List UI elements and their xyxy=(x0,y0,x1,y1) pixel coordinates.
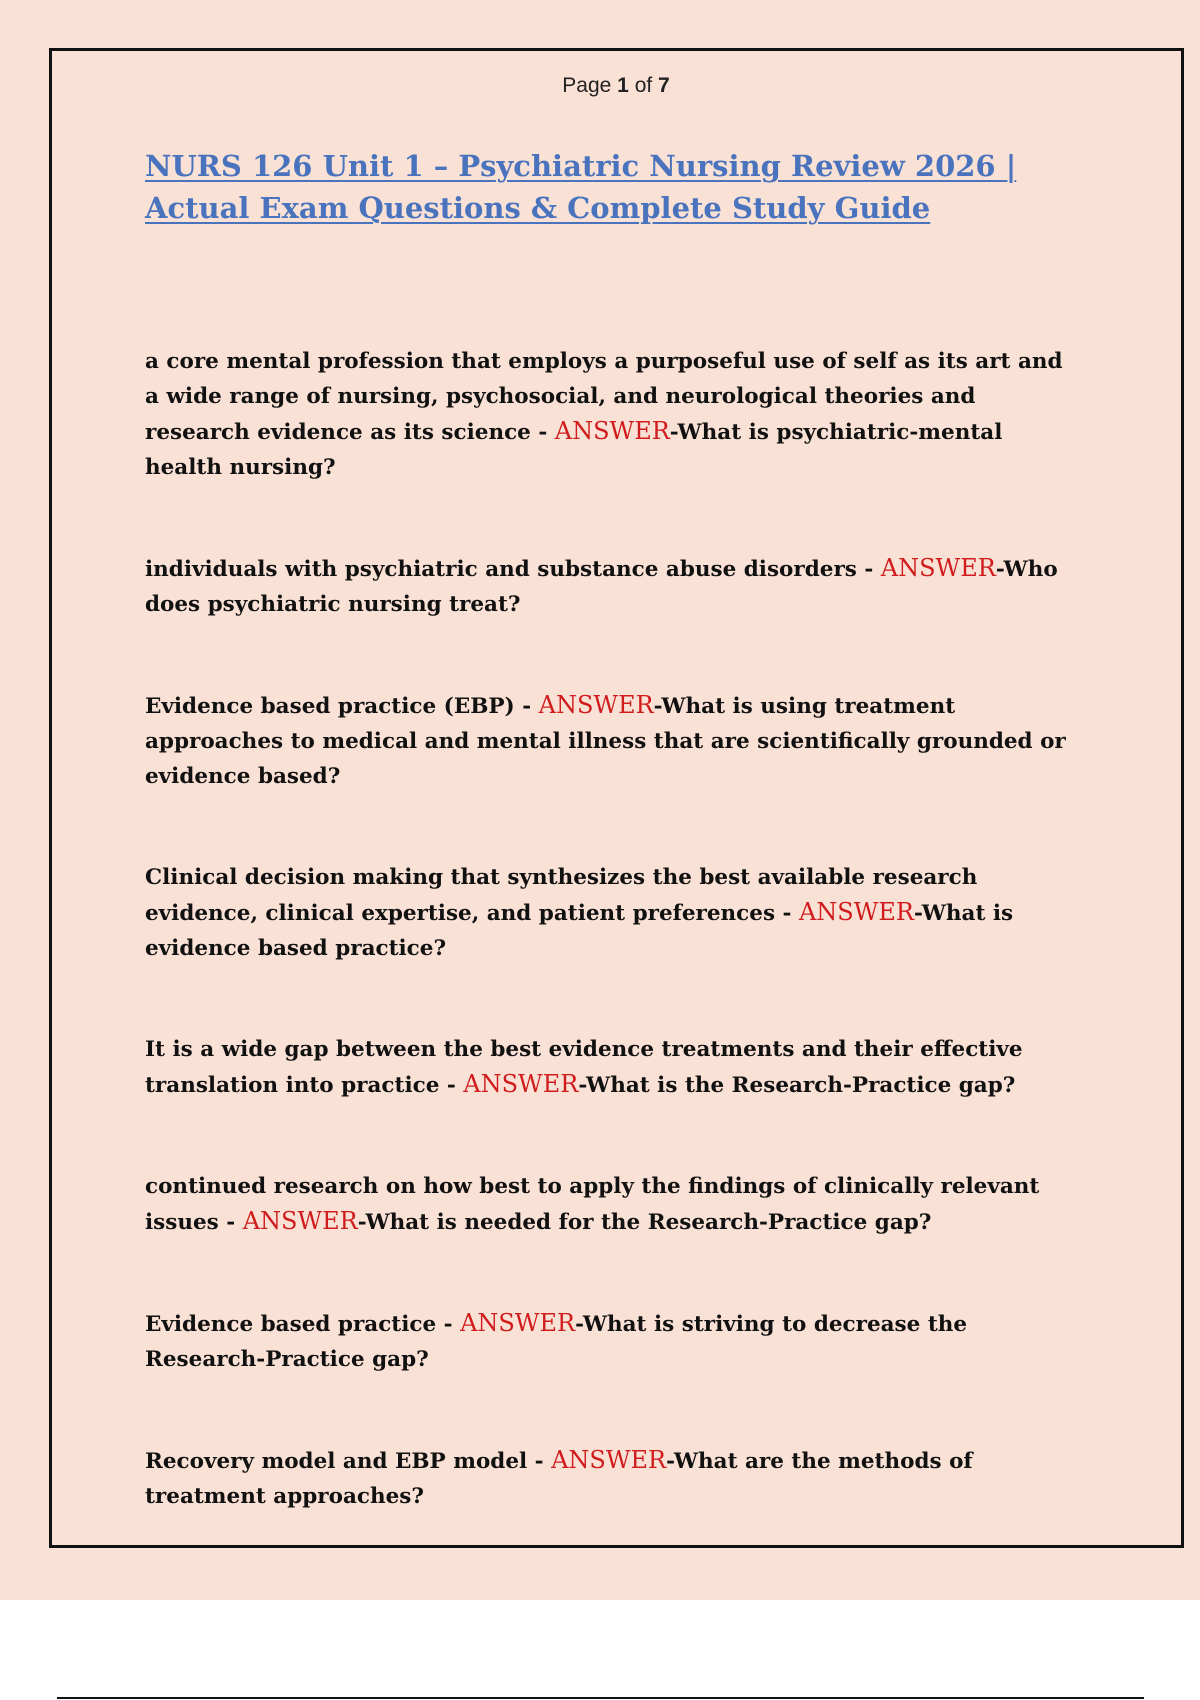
answer-label: ANSWER xyxy=(242,1207,358,1235)
qa-question: -Who does psychiatric nursing treat? xyxy=(145,557,1058,617)
qa-lead: Evidence based practice (EBP) - xyxy=(145,694,539,719)
qa-question: -What are the methods of treatment approaches? xyxy=(145,1449,973,1509)
current-page-number: 1 xyxy=(617,74,629,97)
qa-question: -What is psychiatric-mental health nursing? xyxy=(145,420,1003,480)
page-indicator xyxy=(0,74,1200,98)
qa-question: -What is evidence based practice? xyxy=(145,901,1014,961)
qa-lead: It is a wide gap between the best evidence treatments and their effective translation into practice - xyxy=(145,1037,1023,1098)
qa-question: -What is needed for the Research-Practice gap? xyxy=(357,1210,932,1235)
qa-question: -What is using treatment approaches to medical and mental illness that are scientifically grounded or evidence based? xyxy=(145,694,1066,789)
qa-lead: a core mental profession that employs a purposeful use of self as its art and a wide range of nursing, psychosocial, and neurological theories and research evidence as its science - xyxy=(145,349,1063,445)
qa-item xyxy=(145,688,1080,794)
qa-list xyxy=(145,344,1080,1580)
answer-label: ANSWER xyxy=(538,691,654,719)
answer-label: ANSWER xyxy=(460,1309,576,1337)
qa-item xyxy=(145,344,1080,485)
qa-lead: Recovery model and EBP model - xyxy=(145,1449,552,1474)
qa-lead: Evidence based practice - xyxy=(145,1312,461,1337)
qa-lead: continued research on how best to apply the findings of clinically relevant issues - xyxy=(145,1174,1040,1235)
page-of-label: of xyxy=(634,74,653,97)
qa-lead: Clinical decision making that synthesizes the best available research evidence, clinical expertise, and patient preferences - xyxy=(145,865,978,926)
answer-label: ANSWER xyxy=(798,898,914,926)
qa-item xyxy=(145,860,1080,966)
qa-item xyxy=(145,1306,1080,1377)
qa-item xyxy=(145,1032,1080,1103)
qa-item xyxy=(145,1443,1080,1514)
qa-item xyxy=(145,551,1080,622)
qa-question: -What is the Research-Practice gap? xyxy=(578,1073,1016,1098)
footer-divider xyxy=(57,1697,1144,1699)
answer-label: ANSWER xyxy=(554,417,670,445)
answer-label: ANSWER xyxy=(463,1070,579,1098)
qa-lead: individuals with psychiatric and substance abuse disorders - xyxy=(145,557,881,582)
document-title: NURS 126 Unit 1 – Psychiatric Nursing Review 2026 | Actual Exam Questions & Complete Study Guide xyxy=(145,149,1017,225)
total-pages-number: 7 xyxy=(658,74,670,97)
qa-question: -What is striving to decrease the Research-Practice gap? xyxy=(145,1312,968,1372)
qa-item xyxy=(145,1169,1080,1240)
answer-label: ANSWER xyxy=(880,554,996,582)
answer-label: ANSWER xyxy=(551,1446,667,1474)
page-label: Page xyxy=(562,74,612,97)
